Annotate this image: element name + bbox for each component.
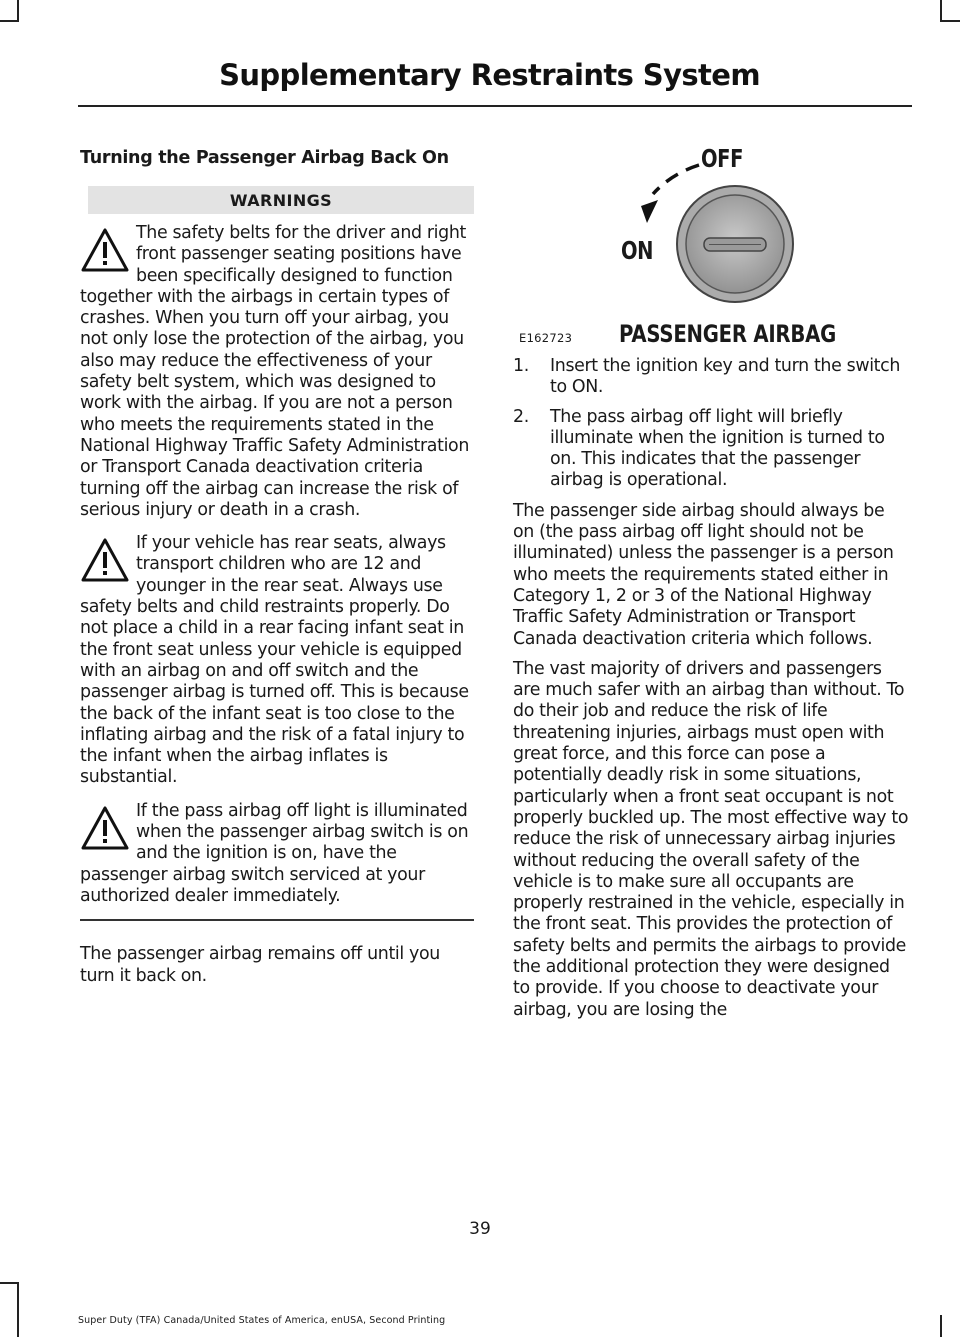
warning-triangle-icon [80, 537, 130, 583]
warning-item [80, 801, 474, 907]
off-label: OFF [701, 144, 744, 173]
airbag-switch-figure [513, 130, 909, 350]
crop-mark [940, 0, 942, 22]
body-paragraph: The passenger side airbag should always be on (the pass airbag off light should not be illuminated) unless the passenger is a person who meets the requirements stated either in Category 1, 2 or 3 of the National Highway Traffic Safety Administration or Transport Canada deactivation criteria which follows. [513, 500, 894, 649]
page-footer: Super Duty (TFA) Canada/United States of America, enUSA, Second Printing [78, 1315, 446, 1326]
crop-mark [0, 20, 19, 22]
crop-mark [17, 1282, 19, 1337]
body-paragraph: The passenger airbag remains off until you turn it back on. [80, 944, 440, 986]
list-item: 2. The pass airbag off light will briefly illuminate when the ignition is turned to on. This indicates that the passenger airbag is operational. [513, 406, 885, 491]
crop-mark [940, 1315, 942, 1337]
warning-triangle-icon [80, 805, 130, 851]
page-number: 39 [469, 1219, 491, 1239]
header-rule [78, 105, 912, 107]
figure-id: E162723 [519, 331, 573, 345]
warning-triangle-icon [80, 227, 130, 273]
list-item: 1. Insert the ignition key and turn the switch to ON. [513, 356, 901, 398]
warnings-heading: WARNINGS [88, 186, 474, 214]
crop-mark [0, 1282, 19, 1284]
right-column [513, 130, 909, 1021]
warning-item [80, 533, 474, 789]
steps-list [513, 356, 909, 492]
left-column [80, 138, 474, 987]
body-paragraph: The vast majority of drivers and passengers are much safer with an airbag than without. To do their job and reduce the risk of life threatening injuries, airbags must open with great force, and this force can pose a potentially deadly risk in some situations, particularly when a front seat occupant is not properly buckled up. The most effective way to reduce the risk of unnecessary airbag injuries without reducing the overall safety of the vehicle is to make sure all occupants are properly restrained in the vehicle, especially in the front seat. This provides the protection of safety belts and permits the airbags to provide the additional protection they were designed to provide. If you choose to deactivate your airbag, you are losing the [513, 658, 909, 1020]
page-header-title: Supplementary Restraints System [219, 58, 760, 92]
warning-text: If your vehicle has rear seats, always transport children who are 12 and younger in the rear seat. Always use safety belts and child restraints properly. Do not place a child in a rear facing infant seat in the front seat unless your vehicle is equipped with an airbag on and off switch and the passenger airbag is turned off. This is because the back of the infant seat is too close to the inflating airbag and the risk of a fatal injury to the infant when the airbag inflates is substantial. [80, 533, 469, 788]
section-title: Turning the Passenger Airbag Back On [80, 148, 449, 168]
warning-item [80, 223, 474, 521]
warning-text: If the pass airbag off light is illuminated when the passenger airbag switch is on and the ignition is on, have the passenger airbag switch serviced at your authorized dealer immediately. [80, 800, 469, 906]
crop-mark [17, 0, 19, 22]
figure-caption: PASSENGER AIRBAG [619, 320, 836, 348]
warning-text: The safety belts for the driver and right front passenger seating positions have been specifically designed to function together with the airbags in certain types of crashes. When you turn off your airbag, you not only lose the protection of the airbag, you also may reduce the effectiveness of your safety belt system, which was designed to work with the airbag. If you are not a person who meets the requirements stated in the National Highway Traffic Safety Administration or Transport Canada deactivation criteria turning off the airbag can increase the risk of serious injury or death in a crash. [80, 223, 470, 520]
crop-mark [941, 20, 960, 22]
warnings-end-rule [80, 919, 474, 921]
on-label: ON [621, 236, 654, 265]
